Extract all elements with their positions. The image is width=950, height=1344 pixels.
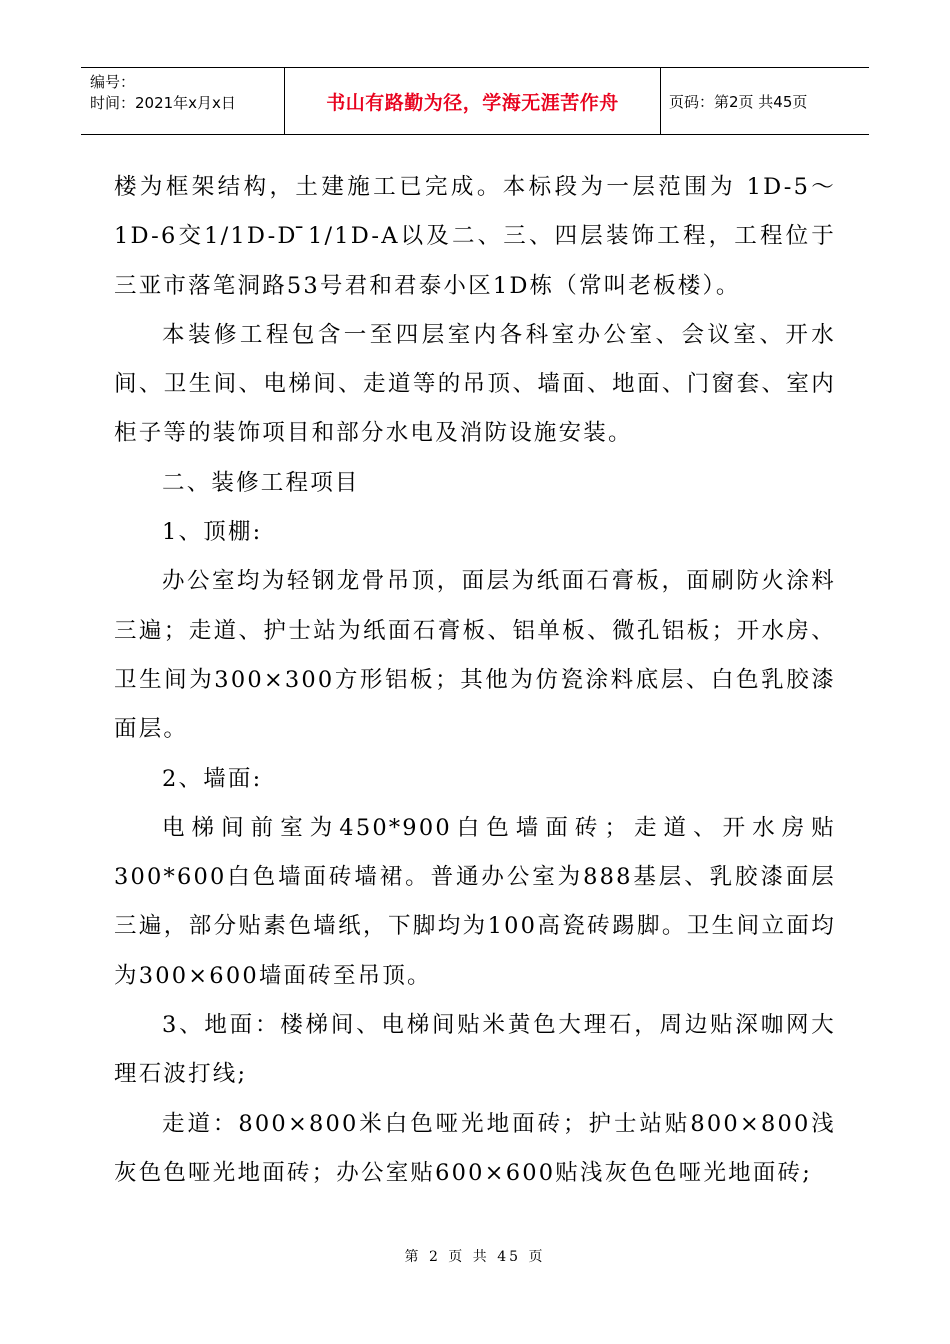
paragraph-ceiling: 办公室均为轻钢龙骨吊顶，面层为纸面石膏板，面刷防火涂料三遍；走道、护士站为纸面石膏板、铝单板、微孔铝板；开水房、卫生间为300×300方形铝板；其他为仿瓷涂料底层、白色乳胶漆面层。 [114,568,836,743]
document-time-label: 时间：2021年x月x日 [90,94,236,112]
paragraph-project-overview: 楼为框架结构，土建施工已完成。本标段为一层范围为 1D-5～1D-6交1/1D-D ̄1/1D-A以及二、三、四层装饰工程，工程位于三亚市落笔洞路53号君和君泰小区1D栋（常叫老板楼）。 [114,174,836,299]
page-header [81,67,869,135]
header-meta [81,68,285,134]
document-body [114,163,836,1198]
paragraph-wall: 电梯间前室为450*900白色墙面砖；走道、开水房贴300*600白色墙面砖墙裙。普通办公室为888基层、乳胶漆面层三遍，部分贴素色墙纸，下脚均为100高瓷砖踢脚。卫生间立面均为300×600墙面砖至吊顶。 [114,814,836,989]
page-footer: 第 2 页 共 45 页 [404,1249,546,1265]
header-motto: 书山有路勤为径，学海无涯苦作舟 [285,68,661,134]
paragraph-scope: 本装修工程包含一至四层室内各科室办公室、会议室、开水间、卫生间、电梯间、走道等的吊顶、墙面、地面、门窗套、室内柜子等的装饰项目和部分水电及消防设施安装。 [114,321,836,447]
subheading-ceiling: 1、顶棚: [162,519,263,546]
document-number-label: 编号： [90,73,136,91]
paragraph-corridor-floor: 走道：800×800米白色哑光地面砖；护士站贴800×800浅灰色色哑光地面砖；办公室贴600×600贴浅灰色色哑光地面砖; [114,1110,836,1186]
subheading-wall: 2、墙面: [162,765,263,792]
header-page-info: 页码：第2页 共45页 [669,92,808,111]
paragraph-floor: 3、地面：楼梯间、电梯间贴米黄色大理石，周边贴深咖网大理石波打线; [114,1012,836,1088]
section-heading-items: 二、装修工程项目 [162,469,360,496]
